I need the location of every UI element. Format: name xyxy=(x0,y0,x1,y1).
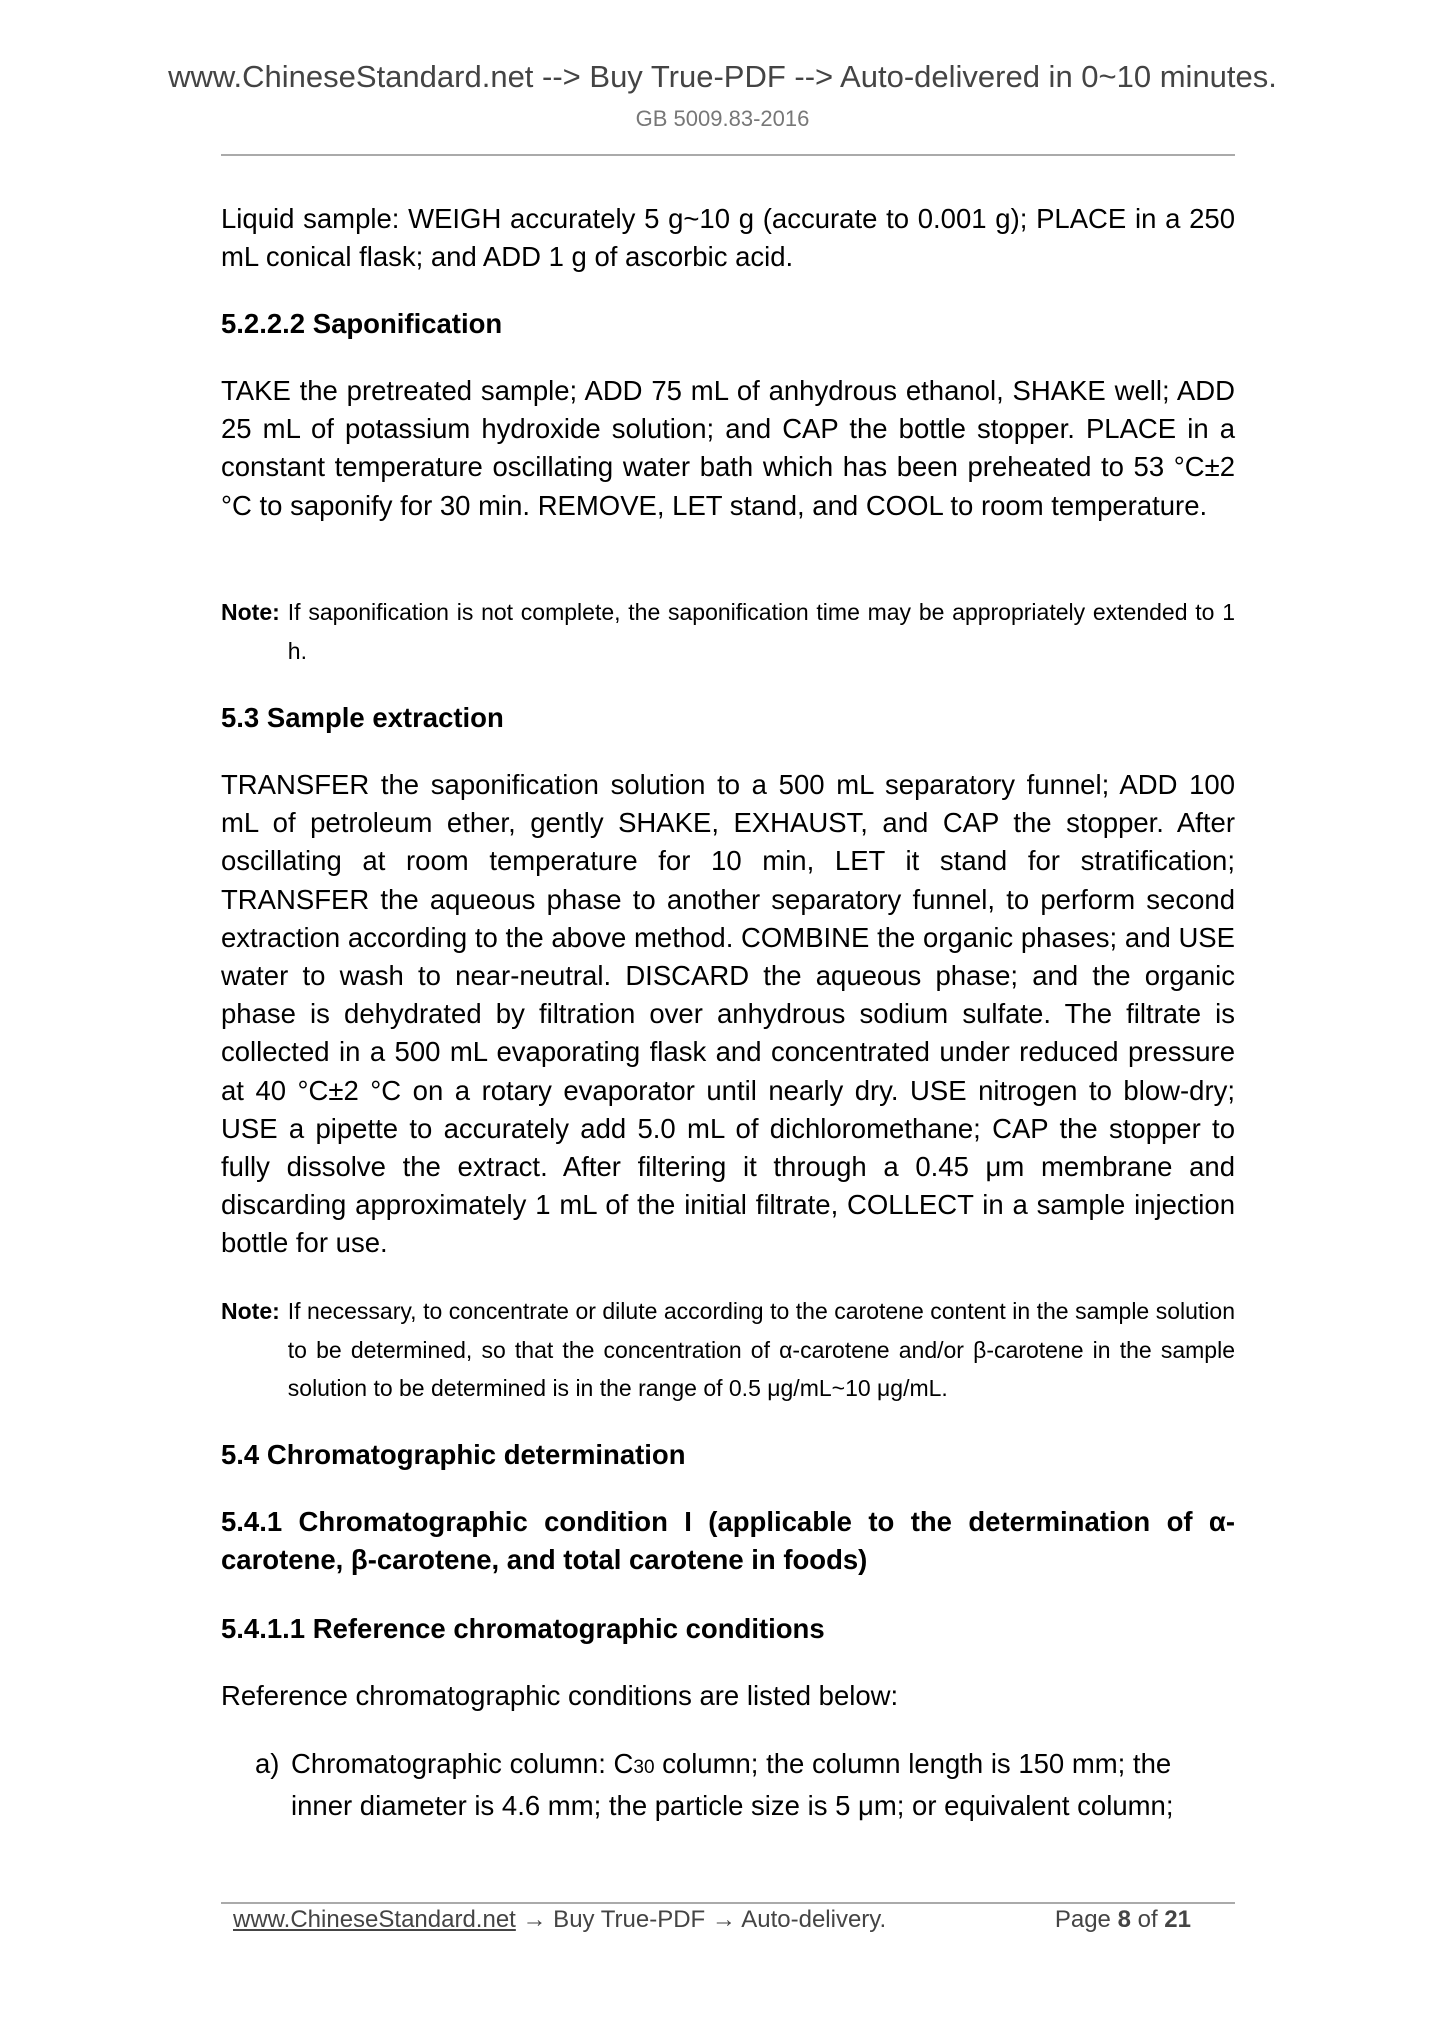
heading-5-2-2-2: 5.2.2.2 Saponification xyxy=(221,308,503,339)
list-item-text xyxy=(291,1745,1235,1824)
footer-divider xyxy=(221,1902,1235,1904)
item-text-pre: Chromatographic column: C xyxy=(291,1748,634,1779)
heading-5-4-1: 5.4.1 Chromatographic condition I (applicable to the determination of α-carotene, β-carotene, and total carotene in foods) xyxy=(221,1506,1235,1575)
note-saponification xyxy=(221,593,1235,670)
footer xyxy=(233,1906,1213,1934)
page-indicator xyxy=(1055,1906,1191,1934)
heading-5-3: 5.3 Sample extraction xyxy=(221,702,504,733)
header-divider xyxy=(221,154,1235,156)
heading-5-4: 5.4 Chromatographic determination xyxy=(221,1439,686,1470)
paragraph-reference-conditions: Reference chromatographic conditions are listed below: xyxy=(221,1680,899,1711)
item-text-subscript: 30 xyxy=(633,1757,655,1778)
page-label: Page xyxy=(1054,1906,1111,1933)
of-label: of xyxy=(1137,1906,1158,1933)
paragraph-saponification: TAKE the pretreated sample; ADD 75 mL of anhydrous ethanol, SHAKE well; ADD 25 mL of potassium hydroxide solution; and CAP the bottle stopper. PLACE in a constant temperature oscillating water bath which has been preheated to 53 °C±2 °C to saponify for 30 min. REMOVE, LET stand, and COOL to room temperature. xyxy=(221,375,1235,521)
page-total: 21 xyxy=(1164,1906,1191,1933)
paragraph-liquid-sample: Liquid sample: WEIGH accurately 5 g~10 g (accurate to 0.001 g); PLACE in a 250 mL conical flask; and ADD 1 g of ascorbic acid. xyxy=(221,203,1235,273)
note-text: If saponification is not complete, the saponification time may be appropriately extended to 1 h. xyxy=(287,599,1235,664)
note-label: Note: xyxy=(221,599,280,625)
heading-5-4-1-1: 5.4.1.1 Reference chromatographic conditions xyxy=(221,1613,825,1644)
note-label: Note: xyxy=(221,1298,280,1324)
footer-link[interactable]: www.ChineseStandard.net xyxy=(233,1906,516,1933)
page-number: 8 xyxy=(1117,1906,1131,1933)
paragraph-extraction: TRANSFER the saponification solution to a 500 mL separatory funnel; ADD 100 mL of petroleum ether, gently SHAKE, EXHAUST, and CAP the stopper. After oscillating at room temperature for 10 min, LET it stand for stratification; TRANSFER the aqueous phase to another separatory funnel, to perform second extraction according to the above method. COMBINE the organic phases; and USE water to wash to near-neutral. DISCARD the aqueous phase; and the organic phase is dehydrated by filtration over anhydrous sodium sulfate. The filtrate is collected in a 500 mL evaporating flask and concentrated under reduced pressure at 40 °C±2 °C on a rotary evaporator until nearly dry. USE nitrogen to blow-dry; USE a pipette to accurately add 5.0 mL of dichloromethane; CAP the stopper to fully dissolve the extract. After filtering it through a 0.45 μm membrane and discarding approximately 1 mL of the initial filtrate, COLLECT in a sample injection bottle for use. xyxy=(221,769,1235,1259)
header-banner: www.ChineseStandard.net --> Buy True-PDF --> Auto-delivered in 0~10 minutes. xyxy=(168,59,1277,94)
list-item-a xyxy=(255,1745,1235,1824)
note-text: If necessary, to concentrate or dilute according to the carotene content in the sample solution to be determined, so that the concentration of α-carotene and/or β-carotene in the sample solution to be determined is in the range of 0.5 μg/mL~10 μg/mL. xyxy=(287,1298,1235,1401)
list-marker: a) xyxy=(255,1748,280,1779)
standard-code: GB 5009.83-2016 xyxy=(635,106,810,131)
item-text-post: column; the column length is 150 mm; the inner diameter is 4.6 mm; the particle size is 5 μm; or equivalent column; xyxy=(291,1748,1174,1821)
footer-text: → Buy True-PDF → Auto-delivery. xyxy=(515,1906,887,1933)
note-concentration xyxy=(221,1292,1235,1408)
